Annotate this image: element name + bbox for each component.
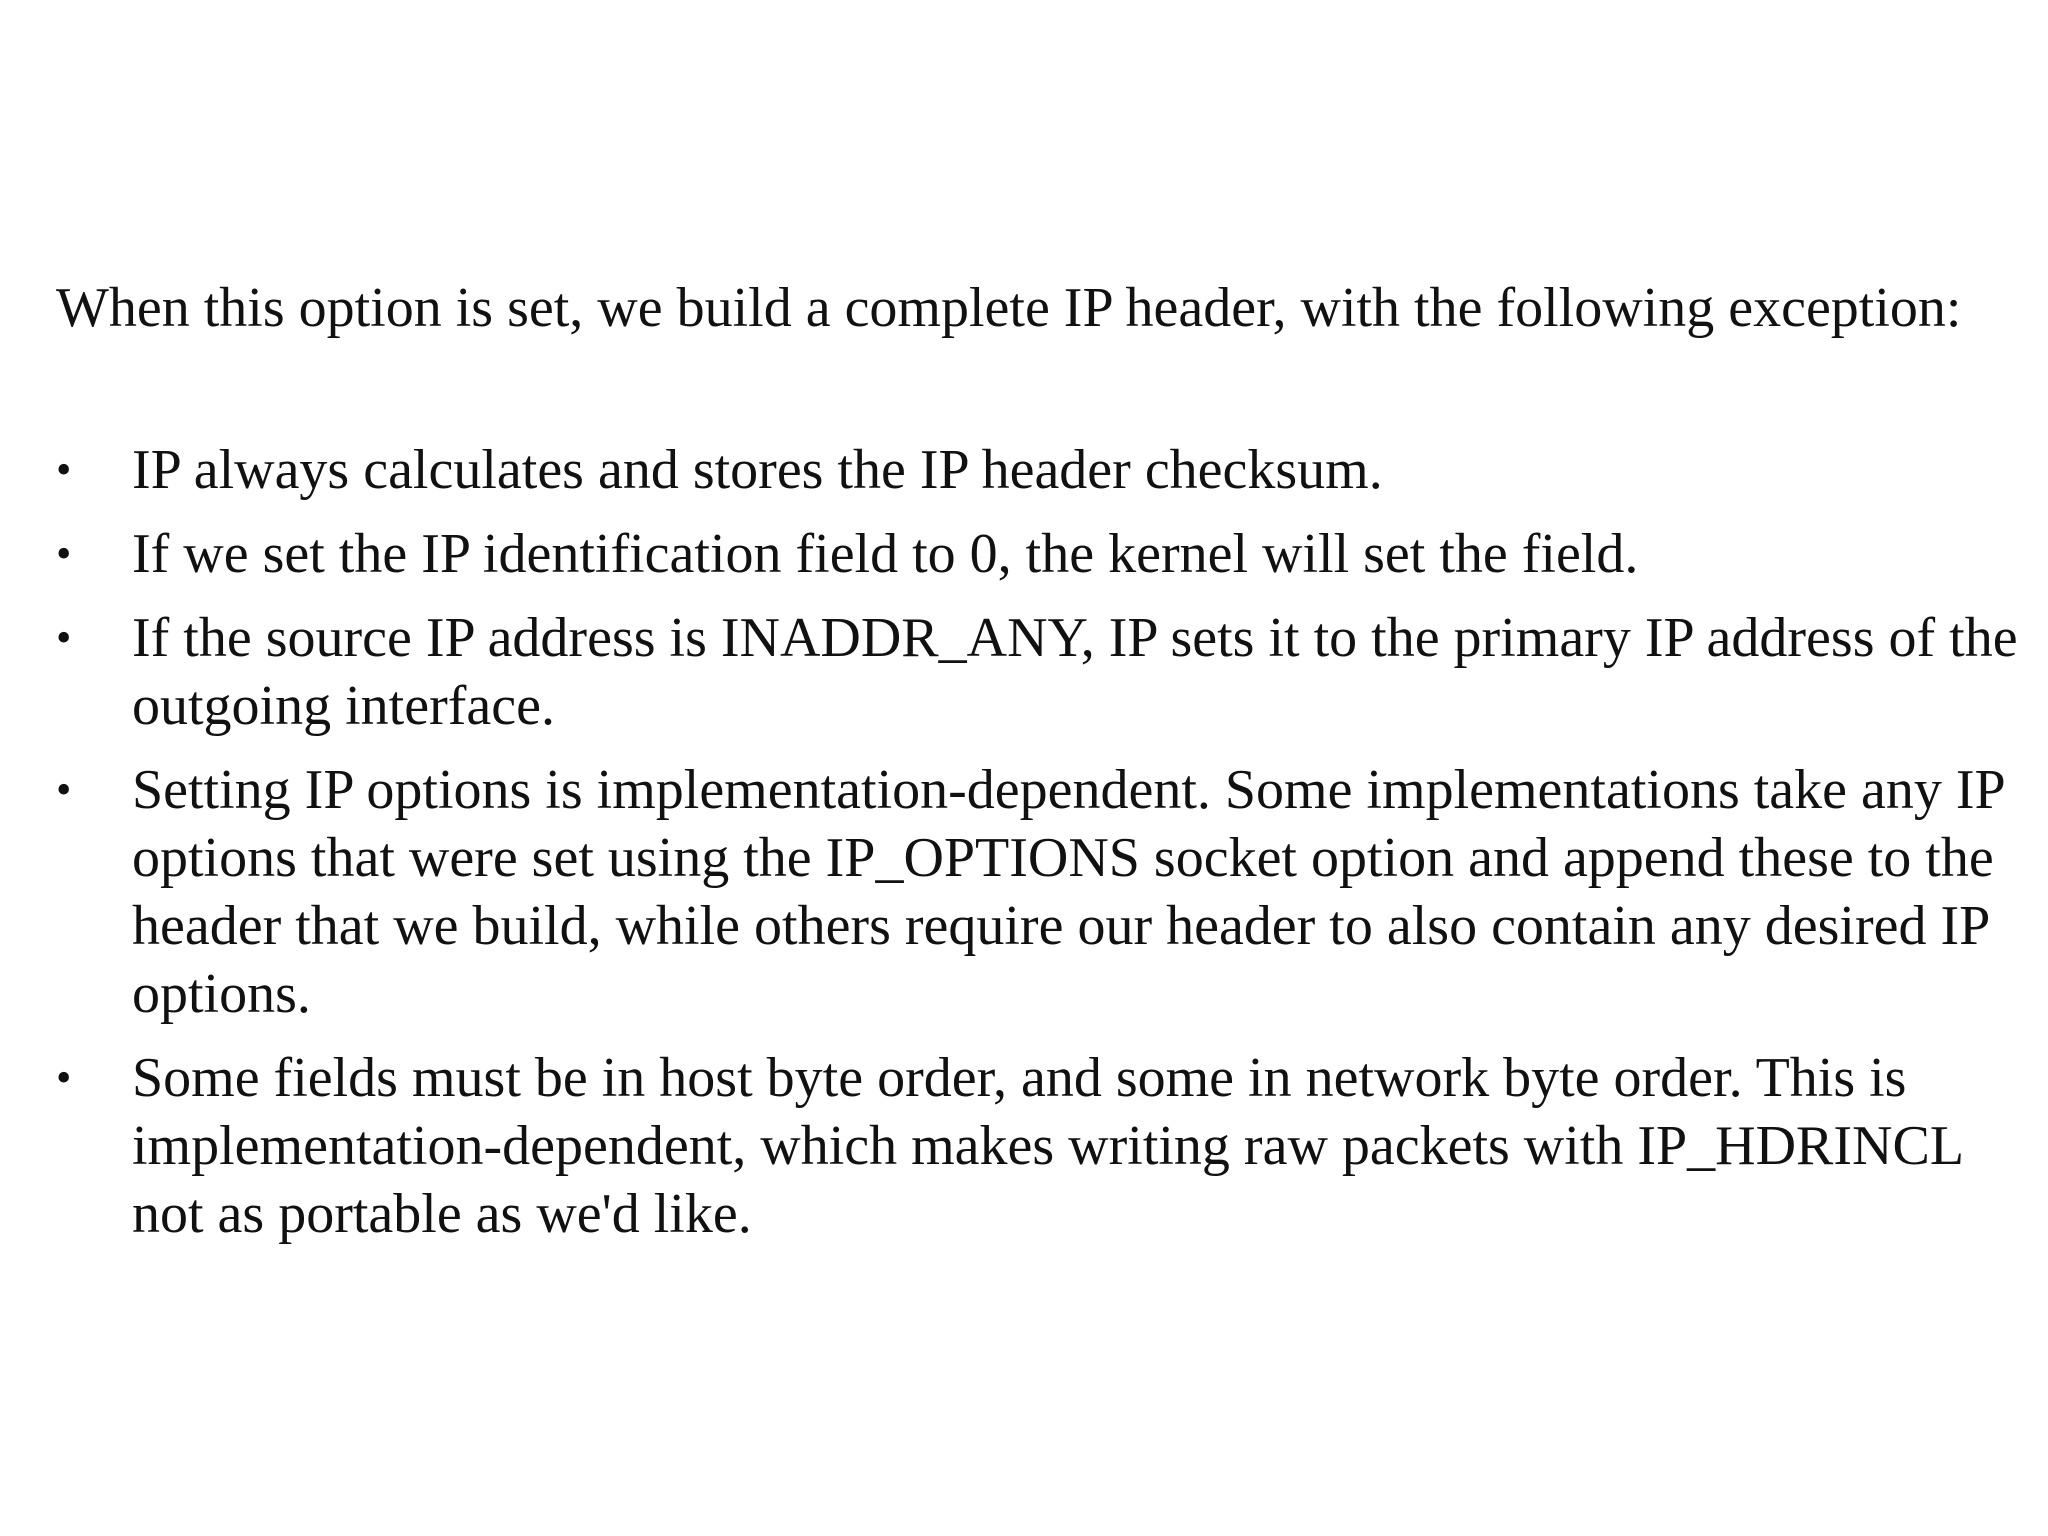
- list-item-text: Setting IP options is implementation-dependent. Some implementations take any IP options that were set using the IP_OPTIONS socket option and append these to the header that we build, while others require our header to also contain any desired IP options.: [132, 759, 2004, 1025]
- list-item: [56, 436, 2044, 504]
- list-item: [56, 604, 2044, 740]
- bullet-icon: •: [56, 445, 72, 494]
- bullet-icon: •: [56, 1053, 72, 1102]
- list-item: [56, 1044, 2044, 1248]
- list-item-text: Some fields must be in host byte order, and some in network byte order. This is implementation-dependent, which makes writing raw packets with IP_HDRINCL not as portable as we'd like.: [132, 1047, 1962, 1245]
- bullet-icon: •: [56, 765, 72, 814]
- bullet-list: [56, 436, 2044, 1264]
- list-item: [56, 756, 2044, 1028]
- list-item-text: If we set the IP identification field to 0, the kernel will set the field.: [132, 523, 1639, 585]
- list-item: [56, 520, 2044, 588]
- bullet-icon: •: [56, 613, 72, 662]
- list-item-text: IP always calculates and stores the IP header checksum.: [132, 439, 1383, 501]
- list-item-text: If the source IP address is INADDR_ANY, IP sets it to the primary IP address of the outgoing interface.: [132, 607, 2018, 737]
- bullet-icon: •: [56, 529, 72, 578]
- intro-text: When this option is set, we build a complete IP header, with the following exception:: [56, 277, 1962, 339]
